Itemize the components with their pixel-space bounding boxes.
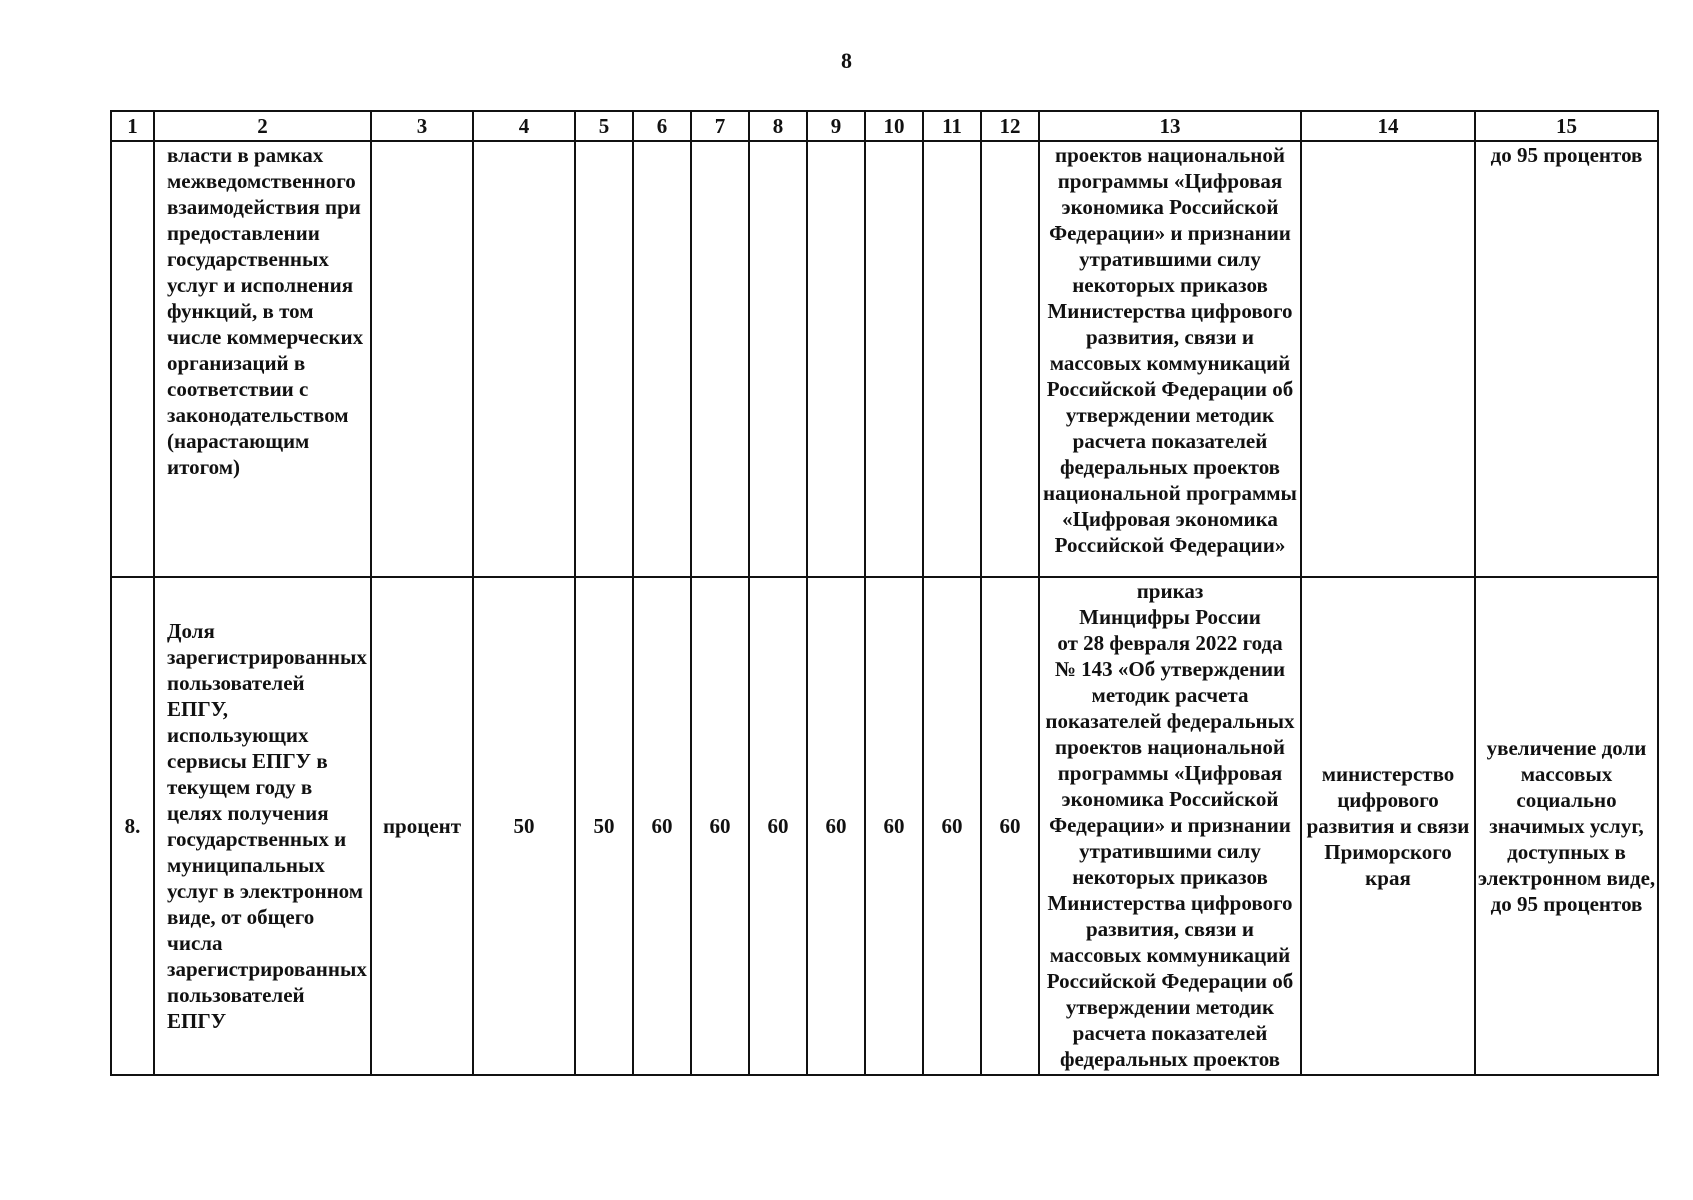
text-line: электронном виде,: [1478, 866, 1656, 890]
value-cell: 50: [473, 577, 575, 1075]
text-line: Доля: [167, 619, 215, 643]
text-line: развития, связи и: [1086, 325, 1254, 349]
text-line: функций, в том: [167, 299, 314, 323]
value-cell: 60: [923, 577, 981, 1075]
text-line: законодательством: [167, 403, 349, 427]
expected-result-cell: [1475, 577, 1658, 1075]
header-cell: 14: [1301, 111, 1475, 141]
unit-cell: [371, 141, 473, 577]
text-line: взаимодействия при: [167, 195, 361, 219]
text-line: министерство: [1321, 762, 1455, 786]
header-cell: 9: [807, 111, 865, 141]
text-line: текущем году в: [167, 775, 313, 799]
text-line: утверждении методик: [1065, 995, 1275, 1019]
value-cell: 50: [575, 577, 633, 1075]
text-line: экономика Российской: [1061, 195, 1279, 219]
text-line: края: [1365, 866, 1411, 890]
page-number: 8: [841, 48, 852, 73]
value-cell: [923, 141, 981, 577]
text-line: значимых услуг,: [1489, 814, 1644, 838]
row-number-cell: 8.: [111, 577, 154, 1075]
value-cell: [575, 141, 633, 577]
value-cell: 60: [691, 577, 749, 1075]
text-line: Российской Федерации об: [1046, 377, 1294, 401]
text-line: числе коммерческих: [167, 325, 364, 349]
text-line: массовых коммуникаций: [1049, 943, 1291, 967]
text-line: пользователей: [167, 983, 305, 1007]
legal-basis-cell: [1039, 577, 1301, 1075]
text-line: доступных в: [1507, 840, 1626, 864]
table-row: [111, 577, 1658, 1075]
value-cell: 60: [981, 577, 1039, 1075]
text-line: услуг и исполнения: [167, 273, 354, 297]
header-cell: 5: [575, 111, 633, 141]
text-line: Федерации» и признании: [1049, 221, 1291, 245]
expected-result-cell: [1475, 141, 1658, 577]
text-line: услуг в электронном: [167, 879, 364, 903]
header-cell: 13: [1039, 111, 1301, 141]
text-line: развития и связи: [1306, 814, 1470, 838]
text-line: сервисы ЕПГУ в: [167, 749, 328, 773]
text-line: муниципальных: [167, 853, 325, 877]
text-line: Федерации» и признании: [1049, 813, 1291, 837]
text-line: некоторых приказов: [1072, 273, 1268, 297]
text-line: Российской Федерации об: [1046, 969, 1294, 993]
text-line: до 95 процентов: [1490, 892, 1643, 916]
text-line: проектов национальной: [1055, 735, 1285, 759]
text-line: Минцифры России: [1079, 605, 1261, 629]
header-cell: 1: [111, 111, 154, 141]
text-line: расчета показателей: [1072, 429, 1268, 453]
text-line: до 95 процентов: [1490, 143, 1643, 167]
responsible-cell: [1301, 141, 1475, 577]
text-line: числа: [167, 931, 223, 955]
value-cell: [981, 141, 1039, 577]
text-line: экономика Российской: [1061, 787, 1279, 811]
header-row: [111, 111, 1658, 141]
header-cell: 8: [749, 111, 807, 141]
header-cell: 3: [371, 111, 473, 141]
header-cell: 11: [923, 111, 981, 141]
header-cell: 6: [633, 111, 691, 141]
text-line: организаций в: [167, 351, 306, 375]
text-line: увеличение доли: [1486, 736, 1647, 760]
text-line: проектов национальной: [1055, 143, 1285, 167]
text-line: (нарастающим: [167, 429, 310, 453]
text-line: расчета показателей: [1072, 1021, 1268, 1045]
responsible-cell: [1301, 577, 1475, 1075]
header-cell: 2: [154, 111, 371, 141]
text-line: утратившими силу: [1079, 839, 1261, 863]
text-line: цифрового: [1337, 788, 1439, 812]
indicators-table: [110, 110, 1659, 1076]
header-cell: 15: [1475, 111, 1658, 141]
text-line: государственных: [167, 247, 329, 271]
text-line: использующих: [167, 723, 309, 747]
text-line: от 28 февраля 2022 года: [1057, 631, 1283, 655]
value-cell: 60: [749, 577, 807, 1075]
text-line: развития, связи и: [1086, 917, 1254, 941]
value-cell: [749, 141, 807, 577]
text-line: утверждении методик: [1065, 403, 1275, 427]
header-cell: 12: [981, 111, 1039, 141]
value-cell: [807, 141, 865, 577]
unit-cell: процент: [371, 577, 473, 1075]
text-line: зарегистрированных: [167, 957, 367, 981]
row-number-cell: [111, 141, 154, 577]
header-cell: 10: [865, 111, 923, 141]
text-line: федеральных проектов: [1059, 455, 1281, 479]
text-line: Министерства цифрового: [1047, 299, 1293, 323]
text-line: государственных и: [167, 827, 347, 851]
indicator-name-cell: [154, 141, 371, 577]
header-cell: 4: [473, 111, 575, 141]
text-line: пользователей: [167, 671, 305, 695]
text-line: итогом): [167, 455, 241, 479]
value-cell: [865, 141, 923, 577]
text-line: Министерства цифрового: [1047, 891, 1293, 915]
text-line: «Цифровая экономика: [1062, 507, 1278, 531]
text-line: Приморского: [1324, 840, 1452, 864]
value-cell: 60: [865, 577, 923, 1075]
text-line: массовых коммуникаций: [1049, 351, 1291, 375]
header-cell: 7: [691, 111, 749, 141]
text-line: ЕПГУ,: [167, 697, 228, 721]
text-line: приказ: [1136, 579, 1204, 603]
text-line: некоторых приказов: [1072, 865, 1268, 889]
text-line: утратившими силу: [1079, 247, 1261, 271]
text-line: ЕПГУ: [167, 1009, 227, 1033]
text-line: программы «Цифровая: [1057, 169, 1283, 193]
text-line: межведомственного: [167, 169, 356, 193]
value-cell: 60: [807, 577, 865, 1075]
text-line: методик расчета: [1091, 683, 1249, 707]
text-line: власти в рамках: [167, 143, 324, 167]
text-line: массовых: [1520, 762, 1613, 786]
legal-basis-cell: [1039, 141, 1301, 577]
value-cell: [633, 141, 691, 577]
text-line: № 143 «Об утверждении: [1054, 657, 1286, 681]
text-line: зарегистрированных: [167, 645, 367, 669]
value-cell: [473, 141, 575, 577]
text-line: целях получения: [167, 801, 329, 825]
text-line: национальной программы: [1043, 481, 1297, 505]
text-line: соответствии с: [167, 377, 309, 401]
text-line: виде, от общего: [167, 905, 315, 929]
text-line: Российской Федерации»: [1054, 533, 1286, 557]
table-row: [111, 141, 1658, 577]
text-line: федеральных проектов: [1059, 1047, 1281, 1071]
indicator-name-cell: [154, 577, 371, 1075]
value-cell: [691, 141, 749, 577]
text-line: показателей федеральных: [1045, 709, 1295, 733]
text-line: предоставлении: [167, 221, 320, 245]
text-line: социально: [1516, 788, 1617, 812]
text-line: программы «Цифровая: [1057, 761, 1283, 785]
value-cell: 60: [633, 577, 691, 1075]
